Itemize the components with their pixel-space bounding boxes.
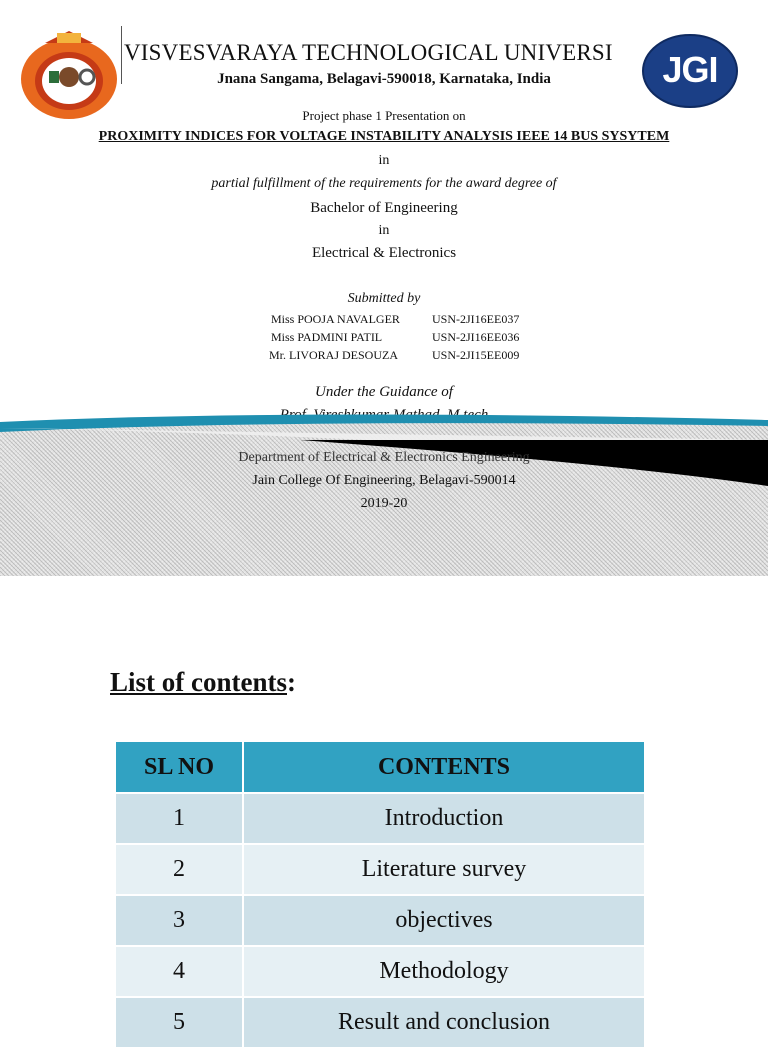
- contents-table: [116, 742, 646, 1047]
- presentation-intro: Project phase 1 Presentation on: [302, 108, 466, 123]
- branch-text: Electrical & Electronics: [311, 245, 457, 261]
- row-sl: 2: [116, 844, 243, 895]
- row-item: Result and conclusion: [243, 997, 645, 1047]
- contents-slide: [0, 576, 768, 1035]
- header-sl-no: SL NO: [116, 742, 243, 793]
- student-name: Mr. LIVORAJ DESOUZA: [269, 348, 398, 362]
- table-row: [116, 997, 645, 1047]
- row-item: Literature survey: [243, 844, 645, 895]
- university-address: Jnana Sangama, Belagavi-590018, Karnataka, India: [217, 71, 551, 87]
- student-usn: USN-2JI16EE037: [432, 312, 520, 326]
- fulfillment-text: partial fulfillment of the requirements for the award degree of: [211, 176, 557, 191]
- submitted-label: Submitted by: [347, 291, 421, 306]
- college-text: Jain College Of Engineering, Belagavi-590014: [252, 473, 516, 488]
- in-text-1: in: [378, 153, 390, 168]
- student-usn: USN-2JI15EE009: [432, 348, 520, 362]
- student-name: Miss PADMINI PATIL: [271, 330, 383, 344]
- row-item: Introduction: [243, 793, 645, 844]
- row-item: objectives: [243, 895, 645, 946]
- year-text: 2019-20: [360, 496, 408, 511]
- header-contents: CONTENTS: [243, 742, 645, 793]
- row-sl: 3: [116, 895, 243, 946]
- jgi-logo-text: JGI: [662, 49, 718, 90]
- in-text-2: in: [378, 223, 390, 238]
- row-sl: 1: [116, 793, 243, 844]
- contents-heading-colon: :: [287, 667, 296, 697]
- student-name: Miss POOJA NAVALGER: [271, 312, 400, 326]
- table-row: [116, 793, 645, 844]
- contents-heading-text: List of contents: [110, 667, 287, 697]
- jgi-logo: [642, 34, 738, 108]
- student-usn: USN-2JI16EE036: [432, 330, 520, 344]
- table-row: [116, 946, 645, 997]
- table-row: [116, 895, 645, 946]
- university-name: VISVESVARAYA TECHNOLOGICAL UNIVERSI: [124, 40, 613, 65]
- guidance-label: Under the Guidance of: [315, 384, 453, 400]
- table-header-row: [116, 742, 645, 793]
- contents-heading: [110, 667, 296, 698]
- degree-text: Bachelor of Engineering: [310, 200, 458, 216]
- table-row: [116, 844, 645, 895]
- row-item: Methodology: [243, 946, 645, 997]
- department-text: Department of Electrical & Electronics Engineering: [238, 450, 530, 465]
- project-title: PROXIMITY INDICES FOR VOLTAGE INSTABILITY ANALYSIS IEEE 14 BUS SYSYTEM: [98, 129, 670, 144]
- row-sl: 4: [116, 946, 243, 997]
- row-sl: 5: [116, 997, 243, 1047]
